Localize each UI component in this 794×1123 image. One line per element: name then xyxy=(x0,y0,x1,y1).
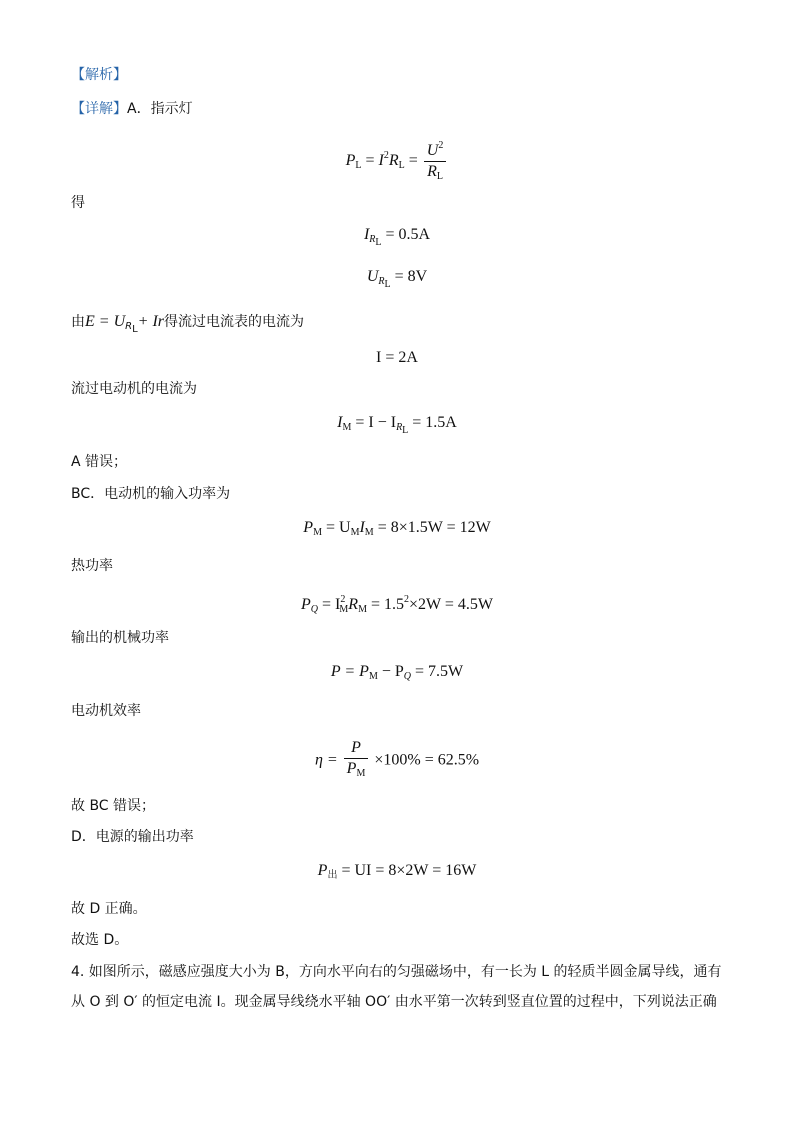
fraction-u2-over-rl: $\frac{U^2}{R_L}$ xyxy=(424,136,447,187)
analysis-header: 【解析】 xyxy=(71,67,127,83)
text-heat-power: 热功率 xyxy=(71,558,113,574)
equation-efficiency: η = $\frac{P}{P_M}$ ×100% = 62.5% xyxy=(0,738,794,784)
equation-total-current: I = 2A xyxy=(376,349,418,366)
equation-voltage-lamp: $U_{R_L} = 8V$ xyxy=(366,268,428,290)
text-bc-input-power: BC．电动机的输入功率为 xyxy=(71,486,231,502)
text-choose-d: 故选 D。 xyxy=(71,932,129,948)
equation-power-lamp: $P_L = I^2R_L$ = $\frac{U^2}{R_L}$ xyxy=(0,136,794,187)
text-d-correct: 故 D 正确。 xyxy=(71,901,147,917)
detail-header: 【详解】 xyxy=(71,101,127,117)
equation-motor-input-power: $P_M = U_MI_M = 8\times 1.5W = 12W$ xyxy=(303,519,491,538)
detail-line xyxy=(71,98,723,120)
text-emf-relation: 由$E = U_{R_L}+ Ir$得流过电流表的电流为 xyxy=(71,313,305,335)
equation-current-lamp: $I_{R_L} = 0.5A$ xyxy=(363,226,431,248)
question-4-text: 4. 如图所示，磁感应强度大小为 B，方向水平向右的匀强磁场中，有一长为 L 的轻质半圆金属导线，通有从 O 到 O′ 的恒定电流 I。现金属导线绕水平轴 OO′ 由水平第一次转到竖直位置的过程中，下列说法正确 xyxy=(71,964,722,1010)
equation-motor-current: $I_M = I - I_{R_L} = 1.5A$ xyxy=(337,414,457,436)
equation-heat-power: $P_Q = I^2_MR_M = 1.5^2\times 2W = 4.5W$ xyxy=(301,594,493,615)
equation-output-power: $P_出$ = UI = 8×2W = 16W xyxy=(317,862,477,881)
text-mech-power: 输出的机械功率 xyxy=(71,630,169,646)
text-a-wrong: A 错误； xyxy=(71,454,128,470)
text-motor-current: 流过电动机的电流为 xyxy=(71,381,197,397)
text-efficiency: 电动机效率 xyxy=(71,703,141,719)
equation-mech-power: $P = P_M - P_Q = 7.5W$ xyxy=(330,663,464,682)
option-a-intro: A．指示灯 xyxy=(127,101,193,117)
text-bc-wrong: 故 BC 错误； xyxy=(71,798,156,814)
text-de: 得 xyxy=(71,195,85,211)
text-d-output-power: D．电源的输出功率 xyxy=(71,829,194,845)
fraction-p-over-pm: $\frac{P}{P_M}$ xyxy=(344,738,369,784)
